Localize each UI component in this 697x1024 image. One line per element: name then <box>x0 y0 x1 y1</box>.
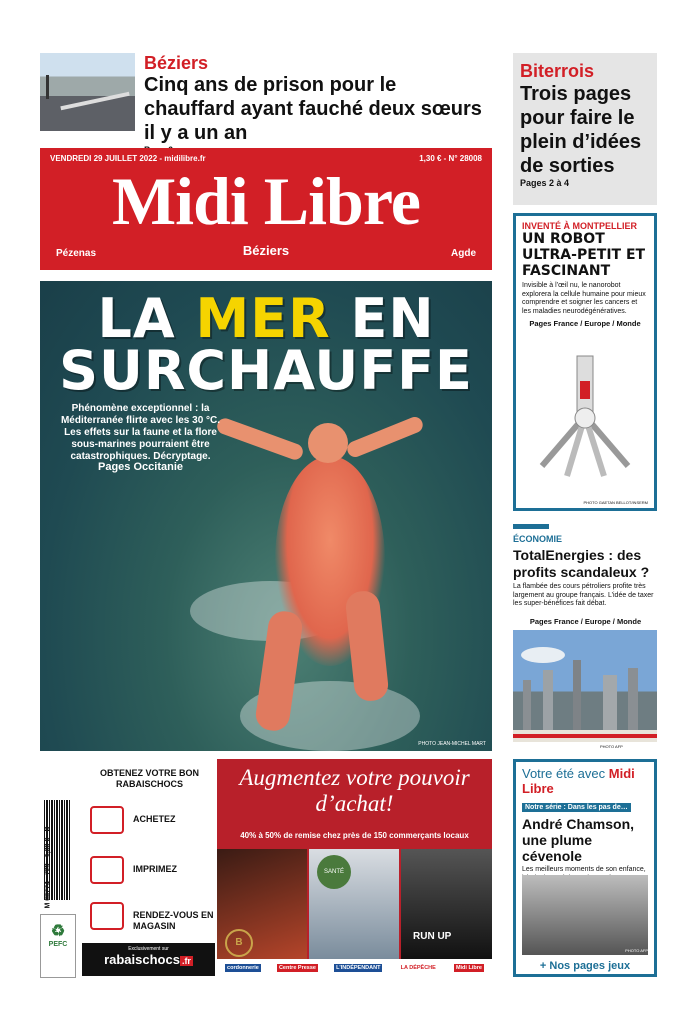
swimmer-arm <box>215 416 305 462</box>
top-story-title[interactable]: Cinq ans de prison pour le chauffard ayant fauché deux sœurs il y a un an <box>144 74 482 144</box>
ad-step-store: RENDEZ-VOUS EN MAGASIN <box>90 902 215 936</box>
biterrois-pages: Pages 2 à 4 <box>520 178 570 188</box>
sign-pole <box>46 75 49 99</box>
economy-summary: La flambée des cours pétroliers profite très largement au groupe français. L’idée de taxer les super-bénéfices fait débat. <box>513 583 654 607</box>
leaf-icon: ♻ <box>50 923 66 940</box>
nanorobot-illustration <box>522 346 648 496</box>
edition-center: Béziers <box>242 243 290 258</box>
refinery-drawing <box>513 630 657 742</box>
rabaischocs-banner[interactable]: Exclusivement sur rabaischocs .fr <box>82 943 215 976</box>
robot-kicker: INVENTÉ À MONTPELLIER <box>522 221 638 231</box>
partner-logo: Midi Libre <box>455 965 482 971</box>
andre-chamson-portrait <box>522 875 648 955</box>
partner-logos <box>217 959 492 977</box>
ad-step-print: IMPRIMEZ <box>90 856 215 888</box>
robot-photo-credit: PHOTO GAETAN BELLOT/INSERM <box>583 500 648 505</box>
issue-date: VENDREDI 29 JUILLET 2022 - midilibre.fr <box>50 154 206 163</box>
ad-left-title: OBTENEZ VOTRE BON RABAISCHOCS <box>99 768 199 789</box>
economy-photo-credit: PHOTO AFP <box>600 744 623 749</box>
summer-series-box[interactable] <box>513 759 657 977</box>
hero-title-highlight: MER <box>195 287 331 350</box>
economy-pages: Pages France / Europe / Monde <box>529 617 642 626</box>
economy-accent-bar <box>513 524 549 529</box>
summer-photo-credit: PHOTO AFP <box>625 948 648 953</box>
sante-logo: SANTÉ <box>317 855 351 889</box>
edition-right: Agde <box>451 248 476 259</box>
partner-logo: L'INDÉPENDANT <box>336 965 381 971</box>
hero-summary: Phénomène exceptionnel : la Méditerranée flirte avec les 30 °C. Les effets sur la faune et la flore sous-marines pourraient être catastrophiques. Décryptage. <box>60 403 221 462</box>
hero-pages: Pages Occitanie <box>98 461 183 473</box>
economy-kicker: ÉCONOMIE <box>513 534 563 544</box>
top-story-photo <box>40 53 135 131</box>
road-marking <box>60 92 129 110</box>
robot-summary: Invisible à l’œil nu, le nanorobot explorera la cellule humaine pour mieux comprendre et soigner les cancers et les maladies neurodégénératives. <box>522 282 646 315</box>
store-icon <box>90 902 124 930</box>
biterrois-title[interactable]: Trois pages pour faire le plein d’idées de sorties <box>520 83 642 177</box>
top-story[interactable] <box>144 53 492 144</box>
summer-summary: Les meilleurs moments de son enfance, <box>522 866 646 873</box>
economy-title[interactable]: TotalEnergies : des profits scandaleux ? <box>513 547 650 580</box>
top-story-kicker: Béziers <box>144 53 209 73</box>
robot-title[interactable]: UN ROBOT ULTRA-PETIT ET FASCINANT <box>522 231 646 279</box>
issue-price: 1,30 € - N° 28008 <box>419 154 482 163</box>
partner-logo: Centre Presse <box>278 965 316 971</box>
runup-logo: RUN UP <box>413 931 452 942</box>
hero-story[interactable] <box>40 281 492 751</box>
robot-story[interactable] <box>513 213 657 511</box>
biterrois-kicker: Biterrois <box>520 61 595 81</box>
summer-series-label: Notre série : Dans les pas de… <box>522 803 631 812</box>
newspaper-logo[interactable]: Midi Libre <box>112 163 420 239</box>
ad-photo-store <box>401 849 492 959</box>
cart-icon <box>90 806 124 834</box>
ad-headline: Augmentez votre pouvoir d’achat! <box>239 765 470 816</box>
hero-title-line2: SURCHAUFFE <box>59 339 473 402</box>
robot-pages: Pages France / Europe / Monde <box>529 319 641 328</box>
masthead <box>40 148 492 270</box>
biterrois-box[interactable] <box>513 53 657 205</box>
swimmer-head <box>308 423 348 463</box>
purchasing-power-ad[interactable] <box>217 759 492 977</box>
summer-logo: Votre été avec Midi Libre <box>522 766 635 796</box>
printer-icon <box>90 856 124 884</box>
swimmer-arm <box>345 415 425 460</box>
ad-subheadline: 40% à 50% de remise chez près de 150 commerçants locaux <box>240 831 469 840</box>
partner-logo: LA DÉPÊCHE <box>400 965 436 971</box>
salon-logo: B <box>225 929 253 957</box>
edition-left: Pézenas <box>56 248 97 259</box>
refinery-photo <box>513 630 657 742</box>
summer-title[interactable]: André Chamson, une plume cévenole <box>522 816 635 864</box>
games-pages-link[interactable]: + Nos pages jeux <box>539 960 631 972</box>
ad-step-buy: ACHETEZ <box>90 806 215 838</box>
hero-title-line1: LA MER EN <box>97 287 435 350</box>
hero-photo-credit: PHOTO JEAN-MICHEL MART <box>418 741 486 747</box>
barcode-number: M 03774 - 729 - 1,30 € - D <box>44 826 52 909</box>
partner-logo: cordonnerie <box>227 965 259 971</box>
pefc-logo: ♻ PEFC <box>40 914 76 978</box>
